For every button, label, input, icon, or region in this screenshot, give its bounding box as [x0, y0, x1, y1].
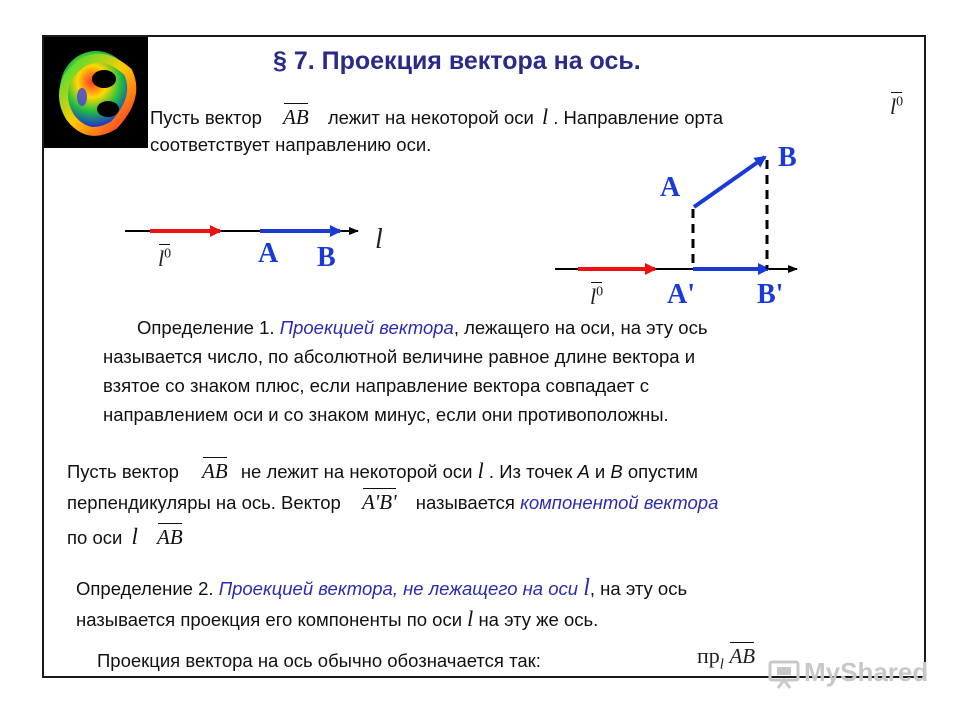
left-unit-l: l: [158, 246, 165, 271]
def2-prefix: Определение 2.: [76, 578, 214, 599]
def1-line-3: взятое со знаком плюс, если направление вектора совпадает с: [103, 375, 650, 396]
para2-and: и: [594, 461, 606, 482]
vector-ab-arrow: [694, 157, 765, 207]
para2-text-d: опустим: [627, 461, 699, 482]
page-title: § 7. Проекция вектора на ось.: [273, 47, 641, 75]
left-point-a: A: [258, 238, 279, 269]
notation-sub: l: [719, 656, 724, 673]
right-point-a: A: [660, 172, 681, 203]
intro-line-2: соответствует направлению оси.: [150, 134, 432, 155]
right-point-b: B: [778, 142, 797, 173]
def2-axis-2: l: [467, 606, 474, 631]
para2-line3-a: по оси: [67, 527, 123, 548]
def1-term: Проекцией вектора: [279, 317, 454, 338]
para2-vector-ab-2: AB: [157, 525, 183, 549]
def1-line-4: направлением оси и со знаком минус, если они противоположны.: [103, 404, 669, 425]
para2-point-a: A: [577, 461, 590, 482]
def2-axis: l: [583, 575, 590, 601]
def2-line2-b: на эту же ось.: [478, 609, 599, 630]
left-axis-label: l: [375, 224, 383, 255]
para2-text-a: Пусть вектор: [67, 461, 179, 482]
intro-text-c: . Направление орта: [553, 107, 723, 128]
notation-formula: [697, 643, 755, 673]
para2-term: компонентой вектора: [520, 492, 719, 513]
para2-text-b: не лежит на некоторой оси: [240, 461, 473, 482]
watermark-text: MyShared: [804, 657, 929, 687]
def1-rest: , лежащего на оси, на эту ось: [453, 317, 708, 338]
para2-axis-2: l: [131, 524, 138, 549]
right-unit-label: [590, 284, 603, 310]
para2-axis: l: [477, 458, 484, 483]
left-unit-label: [158, 246, 171, 272]
right-point-b-prime: B': [757, 279, 784, 310]
def2-term: Проекцией вектора, не лежащего на оси: [218, 578, 579, 599]
para2-line-1: [67, 458, 698, 484]
notation-text: Проекция вектора на ось обычно обозначается так:: [97, 650, 541, 671]
left-unit-sup: 0: [164, 246, 172, 262]
def1-line-1: [137, 317, 707, 339]
left-point-b: B: [317, 242, 336, 273]
vector-ab: AB: [283, 105, 309, 129]
right-unit-sup: 0: [596, 284, 604, 300]
def2-rest: , на эту ось: [589, 578, 688, 599]
def2-line2-a: называется проекция его компоненты по оси: [76, 609, 463, 630]
intro-text-b: лежит на некоторой оси: [327, 107, 534, 128]
para2-point-b: B: [610, 461, 623, 482]
watermark: [768, 657, 929, 691]
def2-line-2: [76, 606, 598, 632]
axis-symbol: l: [542, 104, 549, 129]
para2-vector-a1b1: A'B': [361, 490, 397, 514]
def1-line-2: называется число, по абсолютной величине равное длине вектора и: [103, 346, 696, 367]
right-point-a-prime: A': [667, 279, 695, 310]
notation-vector: AB: [729, 644, 756, 668]
para2-vector-ab: AB: [202, 459, 228, 483]
unit-symbol: l: [890, 94, 897, 119]
def1-prefix: Определение 1.: [137, 317, 275, 338]
unit-sup: 0: [896, 94, 904, 110]
para2-line2-a: перпендикуляры на ось. Вектор: [67, 492, 341, 513]
intro-text-a: Пусть вектор: [150, 107, 262, 128]
notation-pr: пр: [697, 643, 720, 668]
presentation-icon: [768, 659, 802, 689]
para2-line-3: [67, 524, 183, 550]
para2-line-2: [67, 490, 718, 515]
def2-line-1: [76, 575, 687, 602]
para2-text-c: . Из точек: [488, 461, 573, 482]
para2-line2-b: называется: [415, 492, 515, 513]
right-unit-l: l: [590, 284, 597, 309]
